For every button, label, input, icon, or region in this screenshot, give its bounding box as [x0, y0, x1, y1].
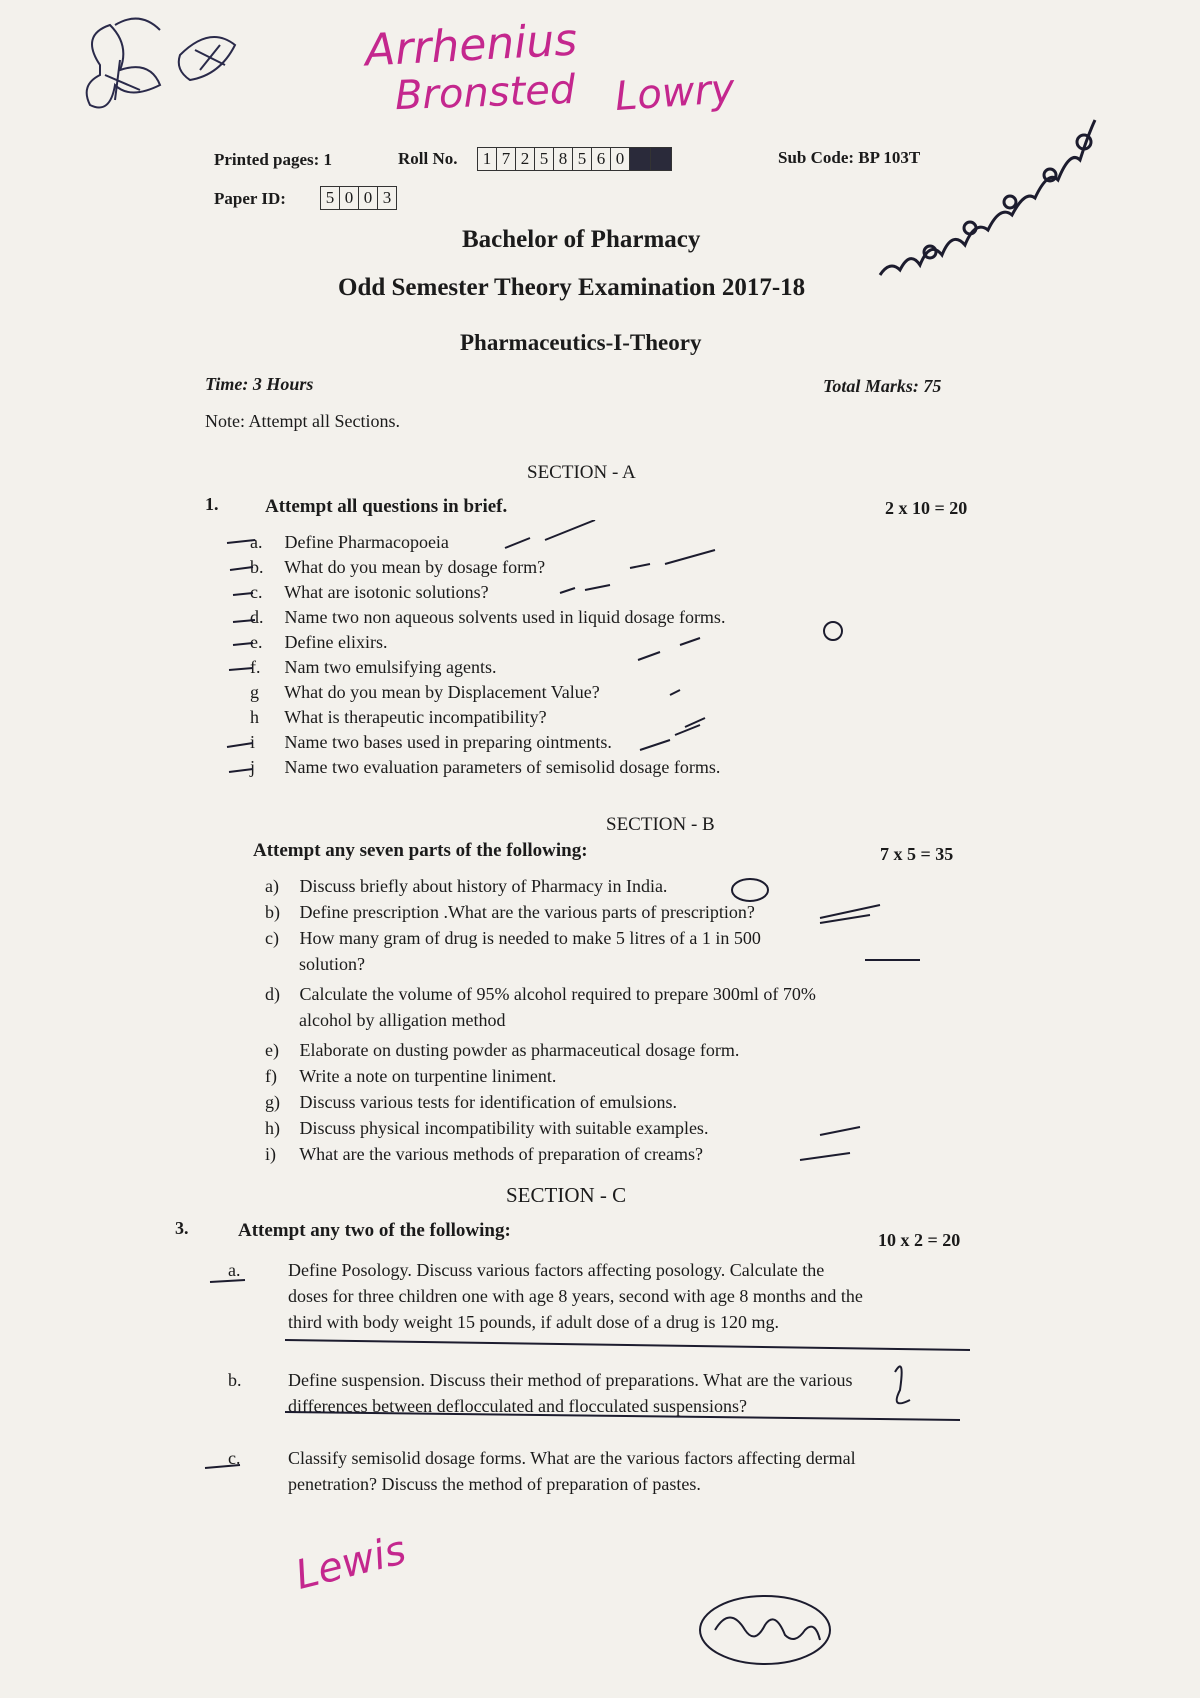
- note: Note: Attempt all Sections.: [205, 411, 400, 431]
- section-c-question-b: b. Define suspension. Discuss their method of preparations. What are the various differences between deflocculated and flocculated suspensions?: [228, 1370, 853, 1416]
- section-a-heading: SECTION - A: [527, 462, 636, 483]
- roll-label: Roll No.: [398, 149, 458, 168]
- section-c-question-c: c. Classify semisolid dosage forms. What are the various factors affecting dermal penetration? Discuss the method of preparation of pastes.: [228, 1448, 856, 1494]
- roll-digit: 8: [554, 147, 573, 171]
- signature-icon: [690, 1585, 840, 1675]
- list-item: a) Discuss briefly about history of Pharmacy in India.: [265, 876, 668, 896]
- roll-digit: 0: [611, 147, 630, 171]
- section-a-instruction: Attempt all questions in brief.: [265, 496, 508, 517]
- list-item: e) Elaborate on dusting powder as pharmaceutical dosage form.: [265, 1040, 740, 1060]
- paper-id-digit: 0: [359, 186, 378, 210]
- section-b-heading: SECTION - B: [606, 814, 715, 835]
- annotation-arrhenius: Arrhenius: [363, 14, 579, 77]
- list-item: b. What do you mean by dosage form?: [250, 557, 546, 577]
- paper-id-boxes: [320, 186, 397, 210]
- exam-title: Odd Semester Theory Examination 2017-18: [338, 274, 806, 301]
- list-item-continued: solution?: [299, 954, 365, 974]
- list-item: g What do you mean by Displacement Value?: [250, 682, 600, 702]
- roll-digit: 5: [573, 147, 592, 171]
- annotation-lewis: Lewis: [291, 1527, 411, 1599]
- list-item: b) Define prescription .What are the various parts of prescription?: [265, 902, 755, 922]
- paper-id-digit: 5: [320, 186, 340, 210]
- section-c-instruction: Attempt any two of the following:: [238, 1220, 511, 1241]
- degree-title: Bachelor of Pharmacy: [462, 226, 701, 253]
- list-item: f) Write a note on turpentine liniment.: [265, 1066, 557, 1086]
- list-item: g) Discuss various tests for identification of emulsions.: [265, 1092, 677, 1112]
- section-a-marks: 2 x 10 = 20: [885, 498, 968, 518]
- roll-digit-scribbled: [651, 147, 672, 171]
- subject-title: Pharmaceutics-I-Theory: [460, 330, 702, 355]
- list-item: h What is therapeutic incompatibility?: [250, 707, 547, 727]
- time-info: Time: 3 Hours: [205, 374, 314, 394]
- list-item: d) Calculate the volume of 95% alcohol required to prepare 300ml of 70%: [265, 984, 816, 1004]
- handwritten-scribble-chain: [870, 80, 1100, 290]
- printed-pages: Printed pages: 1: [214, 150, 333, 169]
- roll-digit: 1: [477, 147, 497, 171]
- underline-marks-icon: [200, 1270, 980, 1470]
- roll-digit-scribbled: [630, 147, 651, 171]
- section-c-question-a: a. Define Posology. Discuss various factors affecting posology. Calculate the doses for three children one with age 8 years, second with age 8 months and the third with body weight 15 pounds, if adult dose of a drug is 120 mg.: [228, 1260, 863, 1332]
- paper-id-digit: 3: [378, 186, 397, 210]
- list-item-continued: alcohol by alligation method: [299, 1010, 506, 1030]
- roll-digit: 2: [516, 147, 535, 171]
- list-item: f. Nam two emulsifying agents.: [250, 657, 497, 677]
- flower-doodle-icon: [60, 5, 250, 135]
- list-item: c. What are isotonic solutions?: [250, 582, 489, 602]
- list-item: a. Define Pharmacopoeia: [250, 532, 449, 552]
- sub-code: Sub Code: BP 103T: [778, 148, 921, 167]
- section-a-number: 1.: [205, 494, 219, 514]
- roll-number-boxes: [477, 147, 672, 171]
- list-item: i) What are the various methods of preparation of creams?: [265, 1144, 704, 1164]
- check-marks-icon: [500, 520, 740, 770]
- label-strike-marks-icon: [225, 525, 275, 775]
- total-marks: Total Marks: 75: [823, 376, 942, 396]
- circled-mark-icon: [820, 618, 846, 644]
- section-b-marks: 7 x 5 = 35: [880, 844, 954, 864]
- annotation-lowry: Lowry: [613, 65, 737, 121]
- paper-id-label: Paper ID:: [214, 189, 286, 208]
- roll-digit: 6: [592, 147, 611, 171]
- roll-digit: 5: [535, 147, 554, 171]
- section-c-number: 3.: [175, 1218, 189, 1238]
- paper-id-digit: 0: [340, 186, 359, 210]
- annotation-bronsted: Bronsted: [394, 66, 576, 120]
- section-b-instruction: Attempt any seven parts of the following:: [253, 840, 588, 861]
- list-item: j Name two evaluation parameters of semisolid dosage forms.: [250, 757, 721, 777]
- list-item: d. Name two non aqueous solvents used in liquid dosage forms.: [250, 607, 726, 627]
- list-item: e. Define elixirs.: [250, 632, 388, 652]
- pen-marks-icon: [720, 875, 920, 1165]
- list-item: c) How many gram of drug is needed to make 5 litres of a 1 in 500: [265, 928, 761, 948]
- list-item: i Name two bases used in preparing ointments.: [250, 732, 612, 752]
- section-c-heading: SECTION - C: [506, 1183, 627, 1207]
- list-item: h) Discuss physical incompatibility with suitable examples.: [265, 1118, 709, 1138]
- section-c-marks: 10 x 2 = 20: [878, 1230, 961, 1250]
- roll-digit: 7: [497, 147, 516, 171]
